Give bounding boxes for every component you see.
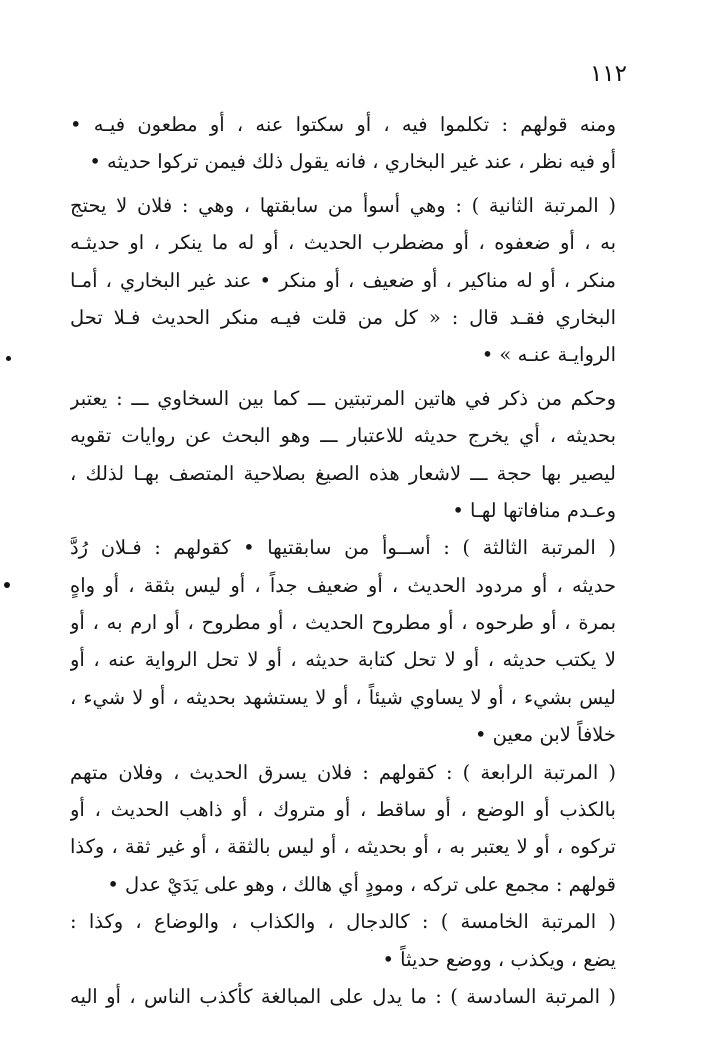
text-line: البخاري فقـد قال : « كل من قلت فيـه منكر الحديث فـلا تحل xyxy=(70,305,616,329)
text-line: ومنه قولهم : تكلموا فيه ، أو سكتوا عنه ، أو مطعون فيـه • xyxy=(70,113,616,136)
text-line: حديثه ، أو مردود الحديث ، أو ضعيف جداً ، أو ليس بثقة ، أو واهٍ xyxy=(70,573,616,597)
text-line: بالكذب أو الوضع ، أو ساقط ، أو متروك ، أو ذاهب الحديث ، أو xyxy=(70,798,616,822)
page-number: ١١٢ xyxy=(589,61,627,87)
text-line: ( المرتبة الثانية ) : وهي أسوأ من سابقتها ، وهي : فلان لا يحتج xyxy=(70,193,616,217)
margin-mark xyxy=(4,582,10,588)
text-line: ليس بشيء ، أو لا يساوي شيئاً ، أو لا يستشهد بحديثه ، أو لا شيء ، xyxy=(70,685,616,709)
margin-mark xyxy=(6,356,11,361)
text-line: ( المرتبة الثالثة ) : أســوأ من سابقتيها • كقولهم : فـلان رُدَّ xyxy=(70,536,616,560)
text-line: ( المرتبة الرابعة ) : كقولهم : فلان يسرق الحديث ، وفلان متهم xyxy=(70,760,616,784)
text-line: قولهم : مجمع على تركه ، ومودٍ أي هالك ، وهو على يَدَيْ عدل • xyxy=(107,872,616,896)
body-text xyxy=(70,106,616,1015)
text-line: تركوه ، أو لا يعتبر به ، أو بحديثه ، أو ليس بالثقة ، أو غير ثقة ، وكذا xyxy=(70,835,616,859)
text-line: وحكم من ذكر في هاتين المرتبتين ـــ كما بين السخاوي ـــ : يعتبر xyxy=(70,386,616,410)
text-line: منكر ، أو له مناكير ، أو ضعيف ، أو منكر • عند غير البخاري ، أمـا xyxy=(70,268,616,292)
text-line: ليصير بها حجة ـــ لاشعار هذه الصيغ بصلاحية المتصف بهـا لذلك ، xyxy=(70,461,616,485)
text-line: الروايـة عنـه » • xyxy=(481,343,616,367)
text-line: وعـدم منافاتها لهـا • xyxy=(452,498,616,522)
text-line: به ، أو ضعفوه ، أو مضطرب الحديث ، أو له ما ينكر ، او حديثـه xyxy=(70,231,616,255)
text-line: بمرة ، أو طرحوه ، أو مطروح الحديث ، أو مطروح ، أو ارم به ، أو xyxy=(70,611,616,635)
text-line: لا يكتب حديثه ، أو لا تحل كتابة حديثه ، أو لا تحل الرواية عنه ، أو xyxy=(70,648,616,672)
text-line: يضع ، ويكذب ، ووضع حديثاً • xyxy=(382,947,616,971)
text-line: بحديثه ، أي يخرج حديثه للاعتبار ـــ وهو البحث عن روايات تقويه xyxy=(70,424,616,448)
text-line: ( المرتبة الخامسة ) : كالدجال ، والكذاب ، والوضاع ، وكذا : xyxy=(70,910,616,934)
text-line: خلافاً لابن معين • xyxy=(474,723,616,747)
text-line: أو فيه نظر ، عند غير البخاري ، فانه يقول ذلك فيمن تركوا حديثه • xyxy=(89,150,616,174)
text-line: ( المرتبة السادسة ) : ما يدل على المبالغة كأكذب الناس ، أو اليه xyxy=(70,984,616,1008)
